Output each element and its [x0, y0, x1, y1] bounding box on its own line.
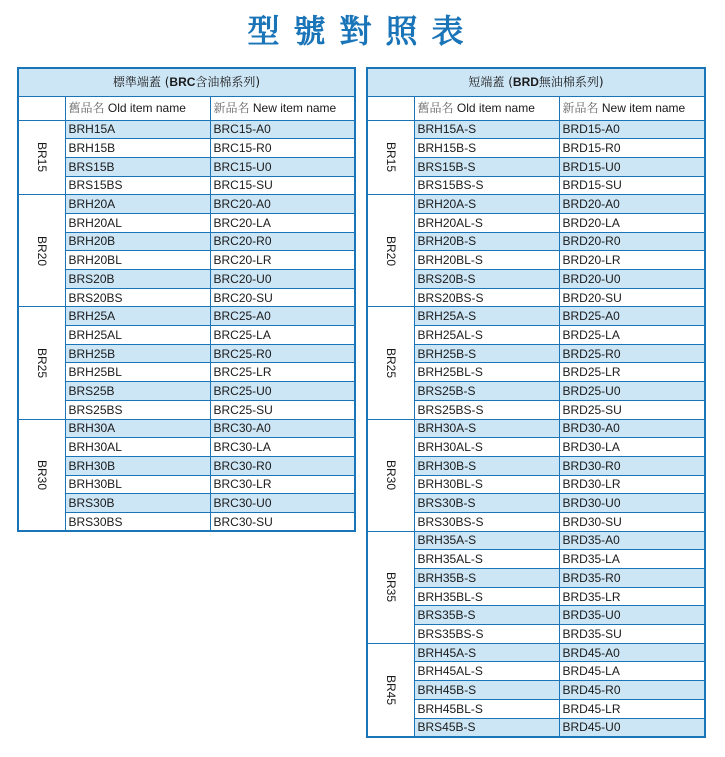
series-group-label [367, 195, 414, 307]
page-title: 型號對照表 [247, 12, 478, 50]
new-item-cell: BRC20-SU [210, 288, 355, 307]
new-item-cell: BRD35-A0 [559, 531, 705, 550]
new-item-cell: BRC20-LA [210, 213, 355, 232]
series-group-name: BR25 [34, 347, 49, 378]
series-group-name: BR30 [383, 460, 398, 491]
old-item-cell: BRH25B-S [414, 344, 559, 363]
old-item-cell: BRH20B [65, 232, 210, 251]
new-item-cell: BRD45-U0 [559, 718, 705, 737]
new-item-cell: BRD25-LR [559, 363, 705, 382]
new-item-cell: BRC15-SU [210, 176, 355, 195]
old-item-cell: BRH15B-S [414, 139, 559, 158]
new-item-cell: BRC25-LR [210, 363, 355, 382]
old-item-cell: BRH20A-S [414, 195, 559, 214]
old-item-cell: BRH45AL-S [414, 662, 559, 681]
old-item-cell: BRH30B-S [414, 456, 559, 475]
table-row [18, 232, 355, 251]
series-group-name: BR20 [383, 235, 398, 266]
table-row [367, 363, 705, 382]
table-row [367, 232, 705, 251]
table-row [367, 587, 705, 606]
new-item-cell: BRD45-R0 [559, 681, 705, 700]
table-row [367, 606, 705, 625]
old-item-header-en: Old item name [107, 101, 186, 115]
new-item-cell: BRD30-A0 [559, 419, 705, 438]
table-row [367, 307, 705, 326]
series-group-label [367, 643, 414, 736]
group-column-header [367, 96, 414, 120]
series-group-label [18, 120, 65, 195]
series-group-name: BR35 [383, 572, 398, 603]
table-row [18, 456, 355, 475]
new-item-cell: BRD35-R0 [559, 569, 705, 588]
new-item-cell: BRD30-U0 [559, 494, 705, 513]
new-item-cell: BRC20-U0 [210, 270, 355, 289]
old-item-cell: BRH20A [65, 195, 210, 214]
new-item-cell: BRD35-U0 [559, 606, 705, 625]
new-item-cell: BRC15-R0 [210, 139, 355, 158]
new-item-cell: BRD25-LA [559, 326, 705, 345]
new-item-cell: BRD45-LA [559, 662, 705, 681]
series-group-label [367, 307, 414, 419]
left-comparison-table [17, 67, 356, 532]
new-item-cell: BRD15-U0 [559, 157, 705, 176]
table-title-prefix: 標準端蓋 ( [112, 75, 170, 90]
new-item-cell: BRD20-U0 [559, 270, 705, 289]
old-item-cell: BRH45B-S [414, 681, 559, 700]
table-row [367, 438, 705, 457]
series-group-name: BR15 [34, 142, 49, 173]
new-item-cell: BRD30-LR [559, 475, 705, 494]
old-item-cell: BRS20B [65, 270, 210, 289]
new-item-cell: BRD30-SU [559, 512, 705, 531]
new-item-column-header [210, 96, 355, 120]
old-item-cell: BRH45BL-S [414, 699, 559, 718]
old-item-cell: BRH25AL [65, 326, 210, 345]
old-item-header-en: Old item name [456, 101, 535, 115]
old-item-cell: BRS30B-S [414, 494, 559, 513]
new-item-cell: BRD20-SU [559, 288, 705, 307]
table-row [367, 382, 705, 401]
series-group-name: BR15 [383, 142, 398, 173]
old-item-cell: BRS30BS [65, 512, 210, 531]
old-item-cell: BRS35BS-S [414, 625, 559, 644]
table-row [367, 718, 705, 737]
old-item-cell: BRS35B-S [414, 606, 559, 625]
table-row [367, 681, 705, 700]
table-row [18, 270, 355, 289]
new-item-cell: BRD25-R0 [559, 344, 705, 363]
old-item-cell: BRH25B [65, 344, 210, 363]
table-row [367, 344, 705, 363]
old-item-cell: BRH35BL-S [414, 587, 559, 606]
table-row [18, 288, 355, 307]
new-item-cell: BRD20-A0 [559, 195, 705, 214]
new-item-header-cjk: 新品名 [213, 101, 250, 115]
new-item-cell: BRC30-A0 [210, 419, 355, 438]
table-row [367, 531, 705, 550]
table-title [367, 68, 705, 96]
new-item-header-en: New item name [601, 101, 686, 115]
old-item-cell: BRS15BS [65, 176, 210, 195]
old-item-cell: BRH15A-S [414, 120, 559, 139]
table-row [367, 512, 705, 531]
new-item-cell: BRD45-A0 [559, 643, 705, 662]
table-row [18, 139, 355, 158]
new-item-cell: BRC20-LR [210, 251, 355, 270]
old-item-cell: BRH30A [65, 419, 210, 438]
table-row [18, 494, 355, 513]
old-item-cell: BRS20BS-S [414, 288, 559, 307]
new-item-cell: BRC25-R0 [210, 344, 355, 363]
table-row [367, 699, 705, 718]
table-row [367, 288, 705, 307]
table-row [367, 643, 705, 662]
table-row [367, 176, 705, 195]
new-item-cell: BRC25-SU [210, 400, 355, 419]
old-item-header-cjk: 舊品名 [417, 101, 454, 115]
table-row [367, 195, 705, 214]
new-item-cell: BRD15-A0 [559, 120, 705, 139]
column-header-row [18, 96, 355, 120]
series-group-name: BR30 [34, 459, 49, 490]
table-row [367, 400, 705, 419]
table-row [18, 382, 355, 401]
old-item-cell: BRS25BS-S [414, 400, 559, 419]
table-row [367, 270, 705, 289]
new-item-cell: BRD15-SU [559, 176, 705, 195]
table-row [367, 139, 705, 158]
table-row [367, 157, 705, 176]
old-item-cell: BRS45B-S [414, 718, 559, 737]
table-row [367, 456, 705, 475]
series-group-name: BR45 [383, 674, 398, 705]
table-row [18, 400, 355, 419]
new-item-header-en: New item name [252, 101, 337, 115]
series-group-label [18, 419, 65, 531]
new-item-column-header [559, 96, 705, 120]
old-item-cell: BRH30B [65, 456, 210, 475]
old-item-cell: BRH20B-S [414, 232, 559, 251]
new-item-cell: BRC30-LA [210, 438, 355, 457]
table-row [18, 326, 355, 345]
old-item-cell: BRH20BL [65, 251, 210, 270]
old-item-cell: BRH30AL [65, 438, 210, 457]
series-group-name: BR20 [34, 235, 49, 266]
series-group-label [18, 307, 65, 419]
table-row [367, 475, 705, 494]
old-item-cell: BRS20BS [65, 288, 210, 307]
series-group-label [18, 195, 65, 307]
right-comparison-table [366, 67, 706, 738]
new-item-cell: BRC30-R0 [210, 456, 355, 475]
old-item-cell: BRH30BL-S [414, 475, 559, 494]
new-item-cell: BRC30-U0 [210, 494, 355, 513]
table-row [367, 326, 705, 345]
old-item-header-cjk: 舊品名 [68, 101, 105, 115]
old-item-cell: BRS15BS-S [414, 176, 559, 195]
old-item-cell: BRS25BS [65, 400, 210, 419]
table-row [18, 419, 355, 438]
new-item-cell: BRD45-LR [559, 699, 705, 718]
table-title-suffix: 無油棉系列) [538, 75, 604, 90]
table-row [367, 662, 705, 681]
column-header-row [367, 96, 705, 120]
old-item-cell: BRS20B-S [414, 270, 559, 289]
table-row [367, 120, 705, 139]
table-title-code: BRD [512, 75, 539, 90]
table-row [367, 251, 705, 270]
old-item-column-header [414, 96, 559, 120]
table-row [367, 569, 705, 588]
table-title-suffix: 含油棉系列) [195, 75, 261, 90]
old-item-cell: BRH30AL-S [414, 438, 559, 457]
old-item-cell: BRH25A-S [414, 307, 559, 326]
new-item-cell: BRD20-LA [559, 213, 705, 232]
new-item-cell: BRD35-LR [559, 587, 705, 606]
old-item-cell: BRH30BL [65, 475, 210, 494]
old-item-cell: BRS30B [65, 494, 210, 513]
table-row [18, 157, 355, 176]
table-row [18, 120, 355, 139]
old-item-cell: BRH25A [65, 307, 210, 326]
new-item-cell: BRD35-LA [559, 550, 705, 569]
old-item-cell: BRS15B [65, 157, 210, 176]
new-item-cell: BRC25-LA [210, 326, 355, 345]
old-item-cell: BRH25AL-S [414, 326, 559, 345]
new-item-cell: BRD25-U0 [559, 382, 705, 401]
table-title [18, 68, 355, 96]
table-row [18, 438, 355, 457]
new-item-cell: BRD35-SU [559, 625, 705, 644]
new-item-cell: BRC30-SU [210, 512, 355, 531]
old-item-cell: BRH20AL-S [414, 213, 559, 232]
table-row [18, 344, 355, 363]
old-item-cell: BRH35B-S [414, 569, 559, 588]
old-item-cell: BRS15B-S [414, 157, 559, 176]
new-item-cell: BRD20-LR [559, 251, 705, 270]
table-row [18, 213, 355, 232]
new-item-cell: BRC15-U0 [210, 157, 355, 176]
table-row [18, 251, 355, 270]
series-group-name: BR25 [383, 347, 398, 378]
series-group-label [367, 531, 414, 643]
old-item-cell: BRH20AL [65, 213, 210, 232]
old-item-cell: BRS25B [65, 382, 210, 401]
old-item-cell: BRH25BL-S [414, 363, 559, 382]
new-item-cell: BRD25-SU [559, 400, 705, 419]
old-item-cell: BRH15B [65, 139, 210, 158]
old-item-cell: BRS30BS-S [414, 512, 559, 531]
table-row [18, 195, 355, 214]
group-column-header [18, 96, 65, 120]
table-row [367, 550, 705, 569]
old-item-cell: BRH35AL-S [414, 550, 559, 569]
old-item-cell: BRH15A [65, 120, 210, 139]
new-item-cell: BRD20-R0 [559, 232, 705, 251]
new-item-cell: BRC25-U0 [210, 382, 355, 401]
old-item-cell: BRH25BL [65, 363, 210, 382]
new-item-cell: BRD30-LA [559, 438, 705, 457]
table-row [18, 475, 355, 494]
series-group-label [367, 419, 414, 531]
new-item-cell: BRC20-R0 [210, 232, 355, 251]
table-row [18, 363, 355, 382]
table-row [367, 419, 705, 438]
old-item-cell: BRH30A-S [414, 419, 559, 438]
new-item-cell: BRC15-A0 [210, 120, 355, 139]
series-group-label [367, 120, 414, 195]
table-row [367, 213, 705, 232]
table-row [367, 625, 705, 644]
new-item-cell: BRC30-LR [210, 475, 355, 494]
old-item-cell: BRS25B-S [414, 382, 559, 401]
old-item-column-header [65, 96, 210, 120]
old-item-cell: BRH45A-S [414, 643, 559, 662]
old-item-cell: BRH20BL-S [414, 251, 559, 270]
new-item-cell: BRD15-R0 [559, 139, 705, 158]
new-item-cell: BRD30-R0 [559, 456, 705, 475]
new-item-cell: BRC20-A0 [210, 195, 355, 214]
table-row [18, 176, 355, 195]
table-header-row [18, 68, 355, 96]
table-row [18, 307, 355, 326]
table-row [367, 494, 705, 513]
table-header-row [367, 68, 705, 96]
old-item-cell: BRH35A-S [414, 531, 559, 550]
new-item-cell: BRD25-A0 [559, 307, 705, 326]
table-title-code: BRC [169, 75, 196, 90]
table-row [18, 512, 355, 531]
new-item-header-cjk: 新品名 [562, 101, 599, 115]
new-item-cell: BRC25-A0 [210, 307, 355, 326]
table-title-prefix: 短端蓋 ( [468, 75, 513, 90]
